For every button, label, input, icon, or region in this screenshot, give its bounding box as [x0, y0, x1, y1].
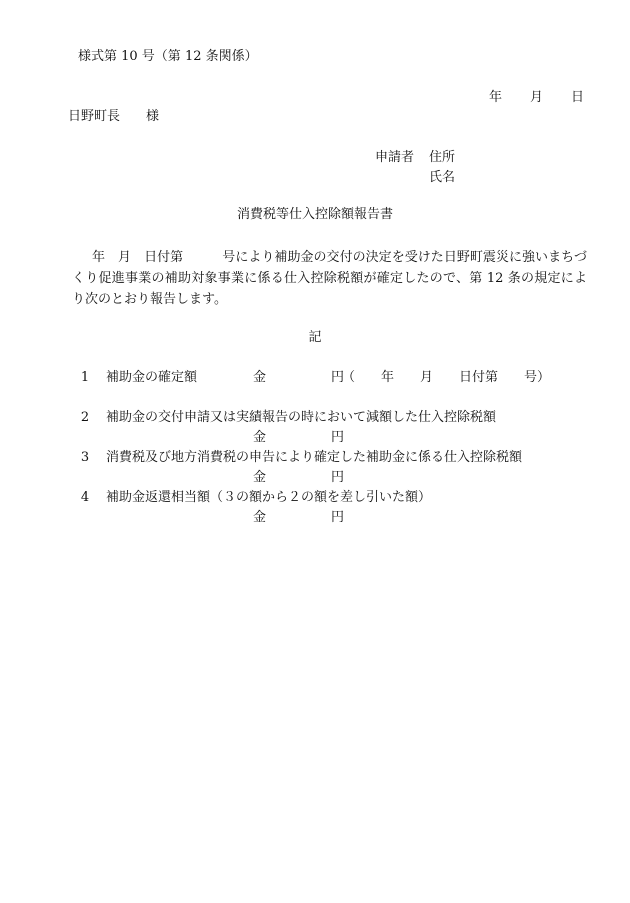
date-day-label: 日	[571, 90, 585, 105]
amount-label: 金	[253, 510, 267, 525]
decision-date-note: （ 年 月 日付第 号）	[342, 370, 551, 385]
addressee: 日野町長 様	[68, 109, 160, 124]
applicant-label: 申請者	[375, 150, 415, 165]
item-label: 消費税及び地方消費税の申告により確定した補助金に係る仕入控除税額	[106, 450, 523, 465]
date-month-label: 月	[530, 90, 544, 105]
body-paragraph: 年 月 日付第 号により補助金の交付の決定を受けた日野町震災に強いまちづくり促進事業の補助対象事業に係る仕入控除税額が確定したので、第 12 条の規定により次のとおり報告します。	[72, 250, 587, 307]
applicant-address-label: 住所	[429, 150, 456, 165]
date-year-label: 年	[489, 90, 503, 105]
amount-label: 金	[253, 430, 267, 445]
item-number: 3	[80, 450, 90, 465]
yen-label: 円	[331, 470, 345, 485]
item-number: 1	[80, 370, 90, 385]
yen-label: 円	[331, 510, 345, 525]
document-title: 消費税等仕入控除額報告書	[236, 207, 393, 222]
item-label: 補助金の確定額	[106, 370, 198, 385]
yen-label: 円	[331, 370, 345, 385]
ki-heading: 記	[308, 330, 322, 345]
amount-label: 金	[253, 470, 267, 485]
amount-label: 金	[253, 370, 267, 385]
item-number: 2	[80, 410, 90, 425]
date-line	[489, 90, 584, 106]
item-label: 補助金の交付申請又は実績報告の時において減額した仕入控除税額	[106, 410, 497, 425]
applicant-name-label: 氏名	[429, 170, 456, 185]
form-number: 様式第 10 号（第 12 条関係）	[78, 49, 258, 64]
item-number: 4	[80, 490, 90, 505]
yen-label: 円	[331, 430, 345, 445]
item-label: 補助金返還相当額（３の額から２の額を差し引いた額）	[106, 490, 432, 505]
